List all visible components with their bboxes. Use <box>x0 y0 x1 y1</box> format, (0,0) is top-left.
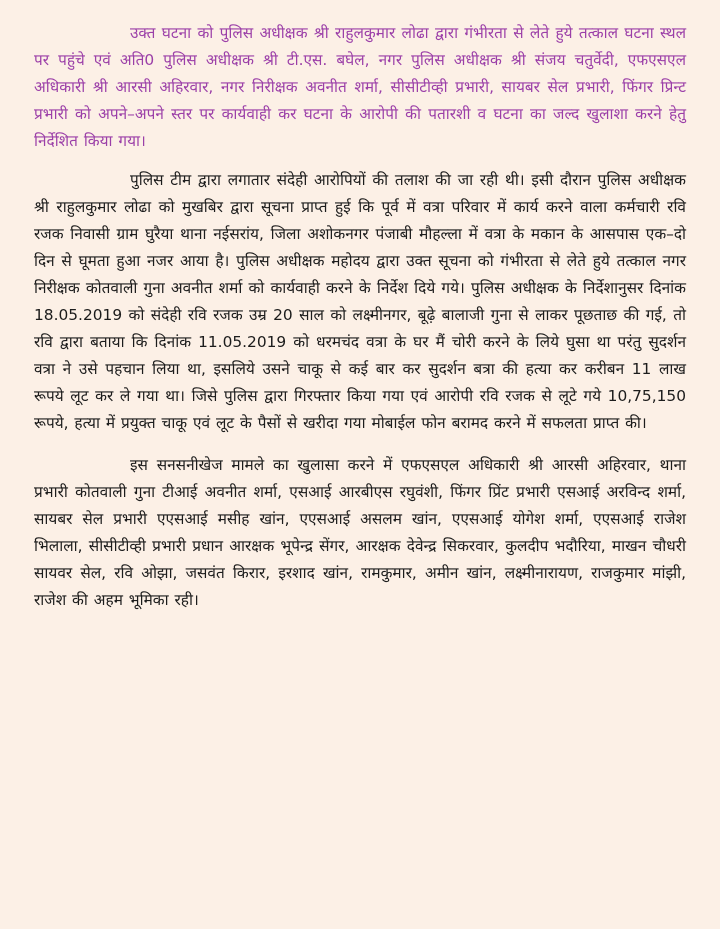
paragraph-arrest-details: पुलिस टीम द्वारा लगातार संदेही आरोपियों की तलाश की जा रही थी। इसी दौरान पुलिस अधीक्षक श्री राहुलकुमार लोढा को मुखबिर द्वारा सूचना प्राप्त हुई कि पूर्व में वत्रा परिवार में कार्य करने वाला कर्मचारी रवि रजक निवासी ग्राम घुरैया थाना नईसरांय, जिला अशोकनगर पंजाबी मौहल्ला में वत्रा के मकान के आसपास एक–दो दिन से घूमता हुआ नजर आया है। पुलिस अधीक्षक महोदय द्वारा उक्त सूचना को गंभीरता से लेते हुये तत्काल नगर निरीक्षक कोतवाली गुना अवनीत शर्मा को कार्यवाही करने के निर्देश दिये गये। पुलिस अधीक्षक के निर्देशानुसर दिनांक 18.05.2019 को संदेही रवि रजक उम्र 20 साल को लक्ष्मीनगर, बूढ़े बालाजी गुना से लाकर पूछताछ की गई, तो रवि द्वारा बताया कि दिनांक 11.05.2019 को धरमचंद वत्रा के घर मैं चोरी करने के लिये घुसा था परंतु सुदर्शन वत्रा ने उसे पहचान लिया था, इसलिये उसने चाकू से कई बार कर सुदर्शन बत्रा की हत्या कर करीबन 11 लाख रूपये लूट कर ले गया था। जिसे पुलिस द्वारा गिरफ्तार किया गया एवं आरोपी रवि रजक से लूटे गये 10,75,150 रूपये, हत्या में प्रयुक्त चाकू एवं लूट के पैसों से खरीदा गया मोबाईल फोन बरामद करने में सफलता प्राप्त की। <box>34 171 686 432</box>
paragraph-investigation-directive: उक्त घटना को पुलिस अधीक्षक श्री राहुलकुमार लोढा द्वारा गंभीरता से लेते हुये तत्काल घटना स्थल पर पहुंचे एवं अति0 पुलिस अधीक्षक श्री टी.एस. बघेल, नगर पुलिस अधीक्षक श्री संजय चतुर्वेदी, एफएसएल अधिकारी श्री आरसी अहिरवार, नगर निरीक्षक अवनीत शर्मा, सीसीटीव्ही प्रभारी, सायबर सेल प्रभारी, फिंगर प्रिन्ट प्रभारी को अपने–अपने स्तर पर कार्यवाही कर घटना के आरोपी की पतारशी व घटना का जल्द खुलाशा करने हेतु निर्देशित किया गया। <box>34 24 687 150</box>
paragraph-team-credits: इस सनसनीखेज मामले का खुलासा करने में एफएसएल अधिकारी श्री आरसी अहिरवार, थाना प्रभारी कोतवाली गुना टीआई अवनीत शर्मा, एसआई आरबीएस रघुवंशी, फिंगर प्रिंट प्रभारी एसआई अरविन्द शर्मा, सायबर सेल प्रभारी एएसआई मसीह खांन, एएसआई असलम खांन, एएसआई योगेश शर्मा, एएसआई राजेश भिलाला, सीसीटीव्ही प्रभारी प्रधान आरक्षक भूपेन्द्र सेंगर, आरक्षक देवेन्द्र सिकरवार, कुलदीप भदौरिया, माखन चौधरी सायवर सेल, रवि ओझा, जसवंत किरार, इरशाद खांन, रामकुमार, अमीन खांन, लक्ष्मीनारायण, राजकुमार मांझी, राजेश की अहम भूमिका रही। <box>34 456 686 609</box>
